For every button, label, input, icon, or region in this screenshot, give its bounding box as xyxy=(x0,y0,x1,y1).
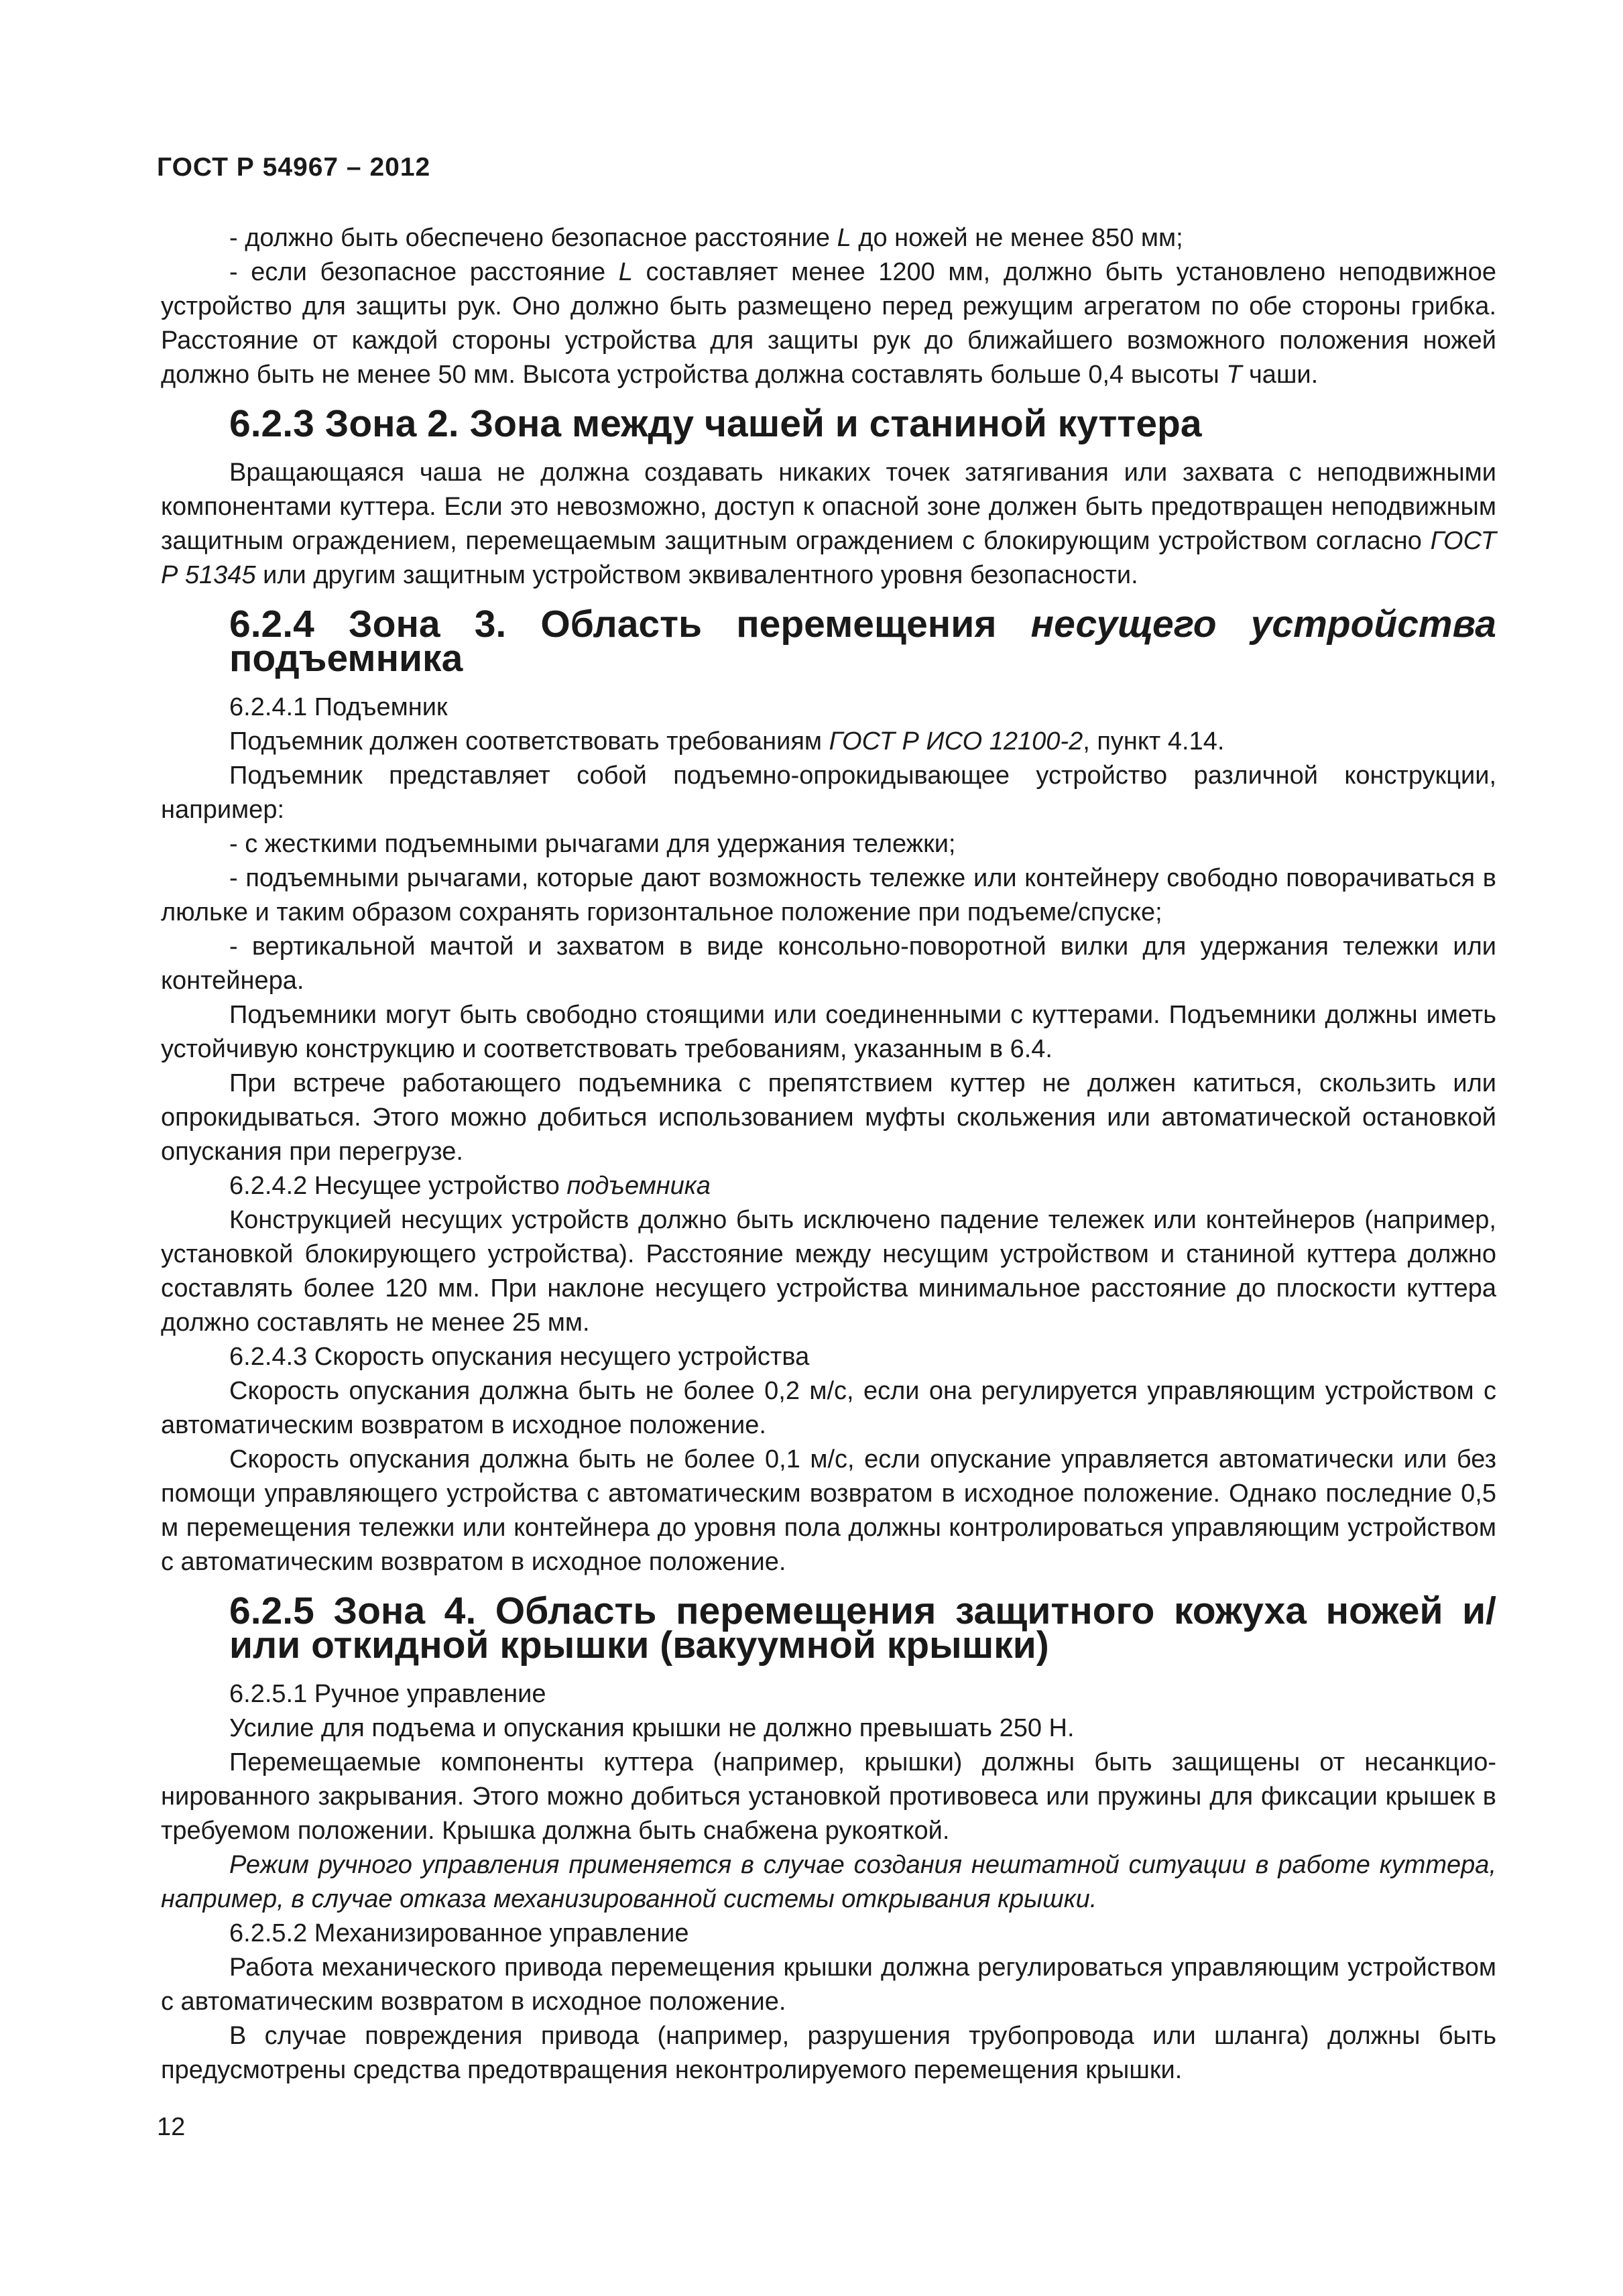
section-heading xyxy=(161,1589,1496,1667)
italic-text-run: Режим ручного управления применяется в случае создания нештатной ситуации в работе куттера, например, в случае отказа механизированной системы открывания крышки. xyxy=(161,1851,1496,1913)
paragraph xyxy=(161,998,1496,1067)
text-run: чаши. xyxy=(1242,361,1319,389)
text-run: 6.2.5 Зона 4. Область перемещения защитного кожуха ножей и/или откидной крышки (вакуумной крышки) xyxy=(229,1589,1496,1667)
text-run: 6.2.4.1 Подъемник xyxy=(229,693,448,721)
document-header: ГОСТ Р 54967 – 2012 xyxy=(157,153,431,182)
text-run: Подъемник представляет собой подъемно-опрокидывающее устройство различной конструкции, например: xyxy=(161,762,1496,824)
text-run: - если безопасное расстояние xyxy=(229,258,619,286)
text-run: или другим защитным устройством эквивалентного уровня безопасности. xyxy=(255,561,1138,589)
text-run: 6.2.5.2 Механизированное управление xyxy=(229,1919,689,1947)
italic-text-run: ГОСТ Р 51345 xyxy=(161,527,1496,589)
paragraph xyxy=(161,2019,1496,2088)
text-run: , пункт 4.14. xyxy=(1083,727,1225,756)
paragraph xyxy=(161,456,1496,593)
paragraph xyxy=(161,725,1496,759)
text-run: Скорость опускания должна быть не более 0,2 м/с, если она регулируется управляющим устройством с автоматическим возвратом в исходное положение. xyxy=(161,1377,1496,1439)
paragraph xyxy=(161,1746,1496,1848)
text-run: 6.2.4.2 Несущее устройство xyxy=(229,1172,567,1200)
page-number: 12 xyxy=(157,2113,186,2141)
text-run: Усилие для подъема и опускания крышки не должно превышать 250 Н. xyxy=(229,1714,1075,1742)
text-run: Конструкцией несущих устройств должно быть исключено падение тележек или контейнеров (например, установкой блокирующего устройства). Расстояние между несущим устройством и станиной куттера должно составлять более 120 мм. При наклоне несущего устройства минимальное расстояние до плоскости куттера должно составлять не менее 25 мм. xyxy=(161,1206,1496,1337)
text-run: Перемещаемые компоненты куттера (например, крышки) должны быть защищены от несанкционированного закрывания. Этого можно добиться установкой противовеса или пружины для фиксации крышек в требуемом положении. Крышка должна быть снабжена рукояткой. xyxy=(161,1748,1496,1845)
italic-text-run: L xyxy=(618,258,633,286)
paragraph xyxy=(161,1677,1496,1711)
text-run: Скорость опускания должна быть не более 0,1 м/с, если опускание управляется автоматически или без помощи управляющего устройства с автоматическим возвратом в исходное положение. Однако последние 0,5 м перемещения тележки или контейнера до уровня пола должны контролироваться управляющим устройством с автоматическим возвратом в исходное положение. xyxy=(161,1445,1496,1576)
paragraph xyxy=(161,861,1496,930)
paragraph xyxy=(161,690,1496,725)
text-run: 6.2.4.3 Скорость опускания несущего устройства xyxy=(229,1343,810,1371)
italic-text-run: несущего устройства xyxy=(1030,603,1496,646)
text-run: - подъемными рычагами, которые дают возможность тележке или контейнеру свободно поворачиваться в люльке и таким образом сохранять горизонтальное положение при подъеме/спуске; xyxy=(161,864,1496,926)
paragraph xyxy=(161,1374,1496,1443)
section-heading xyxy=(161,603,1496,680)
paragraph xyxy=(161,759,1496,827)
text-run: - с жесткими подъемными рычагами для удержания тележки; xyxy=(229,830,956,858)
text-run: Вращающаяся чаша не должна создавать никаких точек затягивания или захвата с неподвижными компонентами куттера. Если это невозможно, доступ к опасной зоне должен быть предотвращен неподвижным защитным ограждением, перемещаемым защитным ограждением с блокирующим устройством согласно xyxy=(161,459,1496,555)
text-run: - должно быть обеспечено безопасное расстояние xyxy=(229,224,837,252)
text-run: В случае повреждения привода (например, разрушения трубопровода или шланга) должны быть предусмотрены средства предотвращения неконтролируемого перемещения крышки. xyxy=(161,2022,1496,2084)
text-run: - вертикальной мачтой и захватом в виде консольно-поворотной вилки для удержания тележки или контейнера. xyxy=(161,932,1496,995)
italic-text-run: подъемника xyxy=(566,1172,711,1200)
paragraph xyxy=(161,1203,1496,1340)
text-run: подъемника xyxy=(229,637,463,680)
text-run: Подъемник должен соответствовать требованиям xyxy=(229,727,829,756)
paragraph xyxy=(161,1711,1496,1746)
paragraph xyxy=(161,1443,1496,1579)
paragraph xyxy=(161,1848,1496,1917)
document-body xyxy=(161,221,1496,2088)
text-run: до ножей не менее 850 мм; xyxy=(851,224,1183,252)
italic-text-run: ГОСТ Р ИСО 12100-2 xyxy=(829,727,1083,756)
text-run: 6.2.5.1 Ручное управление xyxy=(229,1680,546,1708)
text-run: Работа механического привода перемещения крышки должна регулироваться управляющим устройством с автоматическим возвратом в исходное положение. xyxy=(161,1953,1496,2016)
paragraph xyxy=(161,255,1496,392)
italic-text-run: L xyxy=(837,224,851,252)
text-run: 6.2.3 Зона 2. Зона между чашей и станиной куттера xyxy=(229,402,1202,445)
paragraph xyxy=(161,1340,1496,1374)
paragraph xyxy=(161,930,1496,998)
italic-text-run: T xyxy=(1226,361,1242,389)
paragraph xyxy=(161,827,1496,861)
paragraph xyxy=(161,1917,1496,1951)
section-heading xyxy=(161,402,1496,445)
paragraph xyxy=(161,1067,1496,1169)
paragraph xyxy=(161,1951,1496,2019)
text-run: При встрече работающего подъемника с препятствием куттер не должен катиться, скользить или опрокидываться. Этого можно добиться использованием муфты скольжения или автоматической остановкой опускания при перегрузе. xyxy=(161,1069,1496,1166)
text-run: составляет менее 1200 мм, должно быть установлено неподвижное устройство для защиты рук. Оно должно быть размещено перед режущим агрегатом по обе стороны грибка. Расстояние от каждой стороны устройства для защиты рук до ближайшего возможного положения ножей должно быть не менее 50 мм. Высота устройства должна составлять больше 0,4 высоты xyxy=(161,258,1497,389)
paragraph xyxy=(161,1169,1496,1203)
text-run: Подъемники могут быть свободно стоящими или соединенными с куттерами. Подъемники должны иметь устойчивую конструкцию и соответствовать требованиям, указанным в 6.4. xyxy=(161,1001,1496,1063)
text-run: 6.2.4 Зона 3. Область перемещения xyxy=(229,603,1031,646)
paragraph xyxy=(161,221,1496,255)
